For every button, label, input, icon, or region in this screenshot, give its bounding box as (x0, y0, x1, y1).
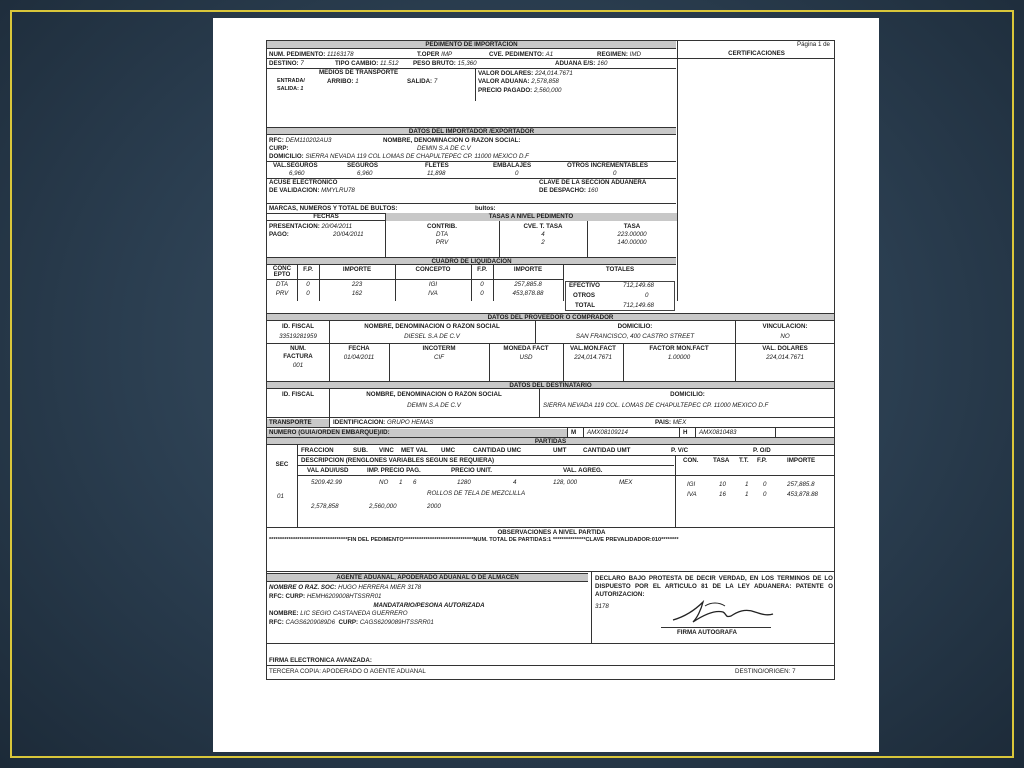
num-factura-value: 001 (292, 362, 304, 369)
peso-bruto-label: PESO BRUTO: (413, 60, 456, 67)
tasa-row-1-tasa: 223.00000 (617, 231, 647, 238)
prov-domicilio: SAN FRANCISCO, 400 CASTRO STREET (575, 333, 695, 340)
patente-value: 3178 (595, 603, 609, 610)
fletes-label: FLETES (425, 162, 449, 169)
liq-h-concepto2: CONCEPTO (415, 266, 451, 273)
tipo-cambio-value: 11.512 (380, 60, 399, 67)
col-line (775, 427, 776, 437)
presentacion-value: 20/04/2011 (321, 223, 353, 230)
acuse-label: ACUSE ELECTRONICO (269, 179, 338, 186)
efectivo-label: EFECTIVO (569, 282, 600, 289)
prov-nombre-label: NOMBRE, DENOMINACION O RAZON SOCIAL (364, 323, 500, 330)
rfc-label: RFC: (269, 137, 284, 144)
dest-domicilio-label: DOMICILIO: (670, 391, 705, 398)
entrada-value: 1 (300, 86, 304, 92)
liq-r2-c4: IVA (428, 290, 438, 297)
liq-r2-c5: 0 (480, 290, 484, 297)
incoterm-label: INCOTERM (422, 345, 456, 352)
mandatario-nombre: LIC SEGIO CASTANEDA GUERRERO (300, 610, 408, 617)
p-umc: 6 (413, 479, 417, 486)
row-line (297, 455, 834, 456)
prov-vinculacion-label: VINCULACION: (762, 323, 808, 330)
salida2-label: SALIDA: (407, 78, 433, 85)
factura-fecha: 01/04/2011 (343, 354, 375, 361)
row-line (267, 203, 676, 204)
prov-id-fiscal-label: ID. FISCAL (282, 323, 314, 330)
mandatario-curp-label: CURP: (338, 619, 359, 626)
h-label: H (683, 429, 688, 436)
signature-icon (667, 598, 777, 626)
pago-label: PAGO: (269, 231, 289, 238)
signature-line (661, 627, 771, 628)
liq-r1-c1: DTA (276, 281, 288, 288)
medios-transporte-title: MEDIOS DE TRANSPORTE (319, 69, 399, 76)
embalajes-value: 0 (515, 170, 519, 177)
destino-label: DESTINO: (269, 60, 299, 67)
certificaciones-title: CERTIFICACIONES (728, 50, 785, 57)
factor-value: 1.00000 (667, 354, 691, 361)
p-contrib-2-importe: 453,878.88 (787, 491, 818, 498)
h-met-val: MET VAL (401, 447, 428, 454)
h-imp-precio: IMP. PRECIO PAG. (367, 467, 421, 474)
total-value: 712,149.68 (623, 302, 654, 309)
domicilio-value: SIERRA NEVADA 119 COL LOMAS DE CHAPULTEPEC CP. 11000 MEXICO D.F (305, 153, 529, 160)
tasa-row-2-tasa: 140.00000 (617, 239, 647, 246)
t-oper-label: T.OPER (417, 51, 440, 58)
precio-pagado-label: PRECIO PAGADO: (478, 87, 533, 94)
p-contrib-2-tt: 1 (745, 491, 749, 498)
h-con: CON. (683, 457, 699, 464)
curp-label: CURP: (269, 145, 289, 152)
col-line (567, 427, 568, 437)
tasa-row-1-contrib: DTA (436, 231, 448, 238)
clave-seccion-label: CLAVE DE LA SECCION ADUANERA (539, 179, 647, 186)
p-umt: 4 (513, 479, 517, 486)
dest-domicilio: SIERRA NEVADA 119 COL. LOMAS DE CHAPULTEPEC CP. 11000 MEXICO D.F (543, 402, 769, 409)
num-pedimento-value: 11163178 (327, 51, 354, 58)
importador-nombre: DEMIN S.A DE C.V (417, 145, 471, 152)
row-line (297, 465, 674, 466)
prov-vinculacion: NO (780, 333, 790, 340)
liquidacion-section: CUADRO DE LIQUIDACION (267, 257, 676, 265)
tasas-header-cve: CVE. T. TASA (523, 223, 563, 230)
row-line (267, 643, 834, 644)
presentacion-label: PRESENTACION: (269, 223, 320, 230)
razon-social-label: NOMBRE, DENOMINACION O RAZON SOCIAL: (383, 137, 521, 144)
proveedor-section: DATOS DEL PROVEEDOR O COMPRADOR (267, 313, 834, 321)
fletes-value: 11,898 (427, 170, 446, 177)
tipo-cambio-label: TIPO CAMBIO: (335, 60, 379, 67)
num-factura-label-1: NUM. (290, 345, 306, 352)
observaciones-label: OBSERVACIONES A NIVEL PARTIDA (497, 529, 606, 536)
p-contrib-2-fp: 0 (763, 491, 767, 498)
liq-r1-c2: 0 (306, 281, 310, 288)
val-seguros-label: VAL.SEGUROS (273, 162, 318, 169)
mandatario-curp: CAGS6209089HTSSRR01 (359, 619, 434, 626)
h-precio-unit: PRECIO UNIT. (451, 467, 492, 474)
factura-fecha-label: FECHA (348, 345, 370, 352)
efectivo-value: 712,149.68 (623, 282, 654, 289)
regimen-value: IMD (629, 51, 642, 58)
otros-incrementables-value: 0 (613, 170, 617, 177)
p-contrib-2-con: IVA (687, 491, 697, 498)
liq-h-importe2: IMPORTE (513, 266, 543, 273)
dest-nombre: DEMIN S.A DE C.V (407, 402, 461, 409)
liq-r1-c5: 0 (480, 281, 484, 288)
liq-h-fp: F.P. (303, 266, 313, 273)
agente-nombre: HUGO HERRERA MIER 3178 (338, 584, 422, 591)
footer-destino: DESTINO/ORIGEN: 7 (735, 668, 796, 675)
acuse-value: MMYLRU78 (321, 187, 355, 194)
liq-h-totales: TOTALES (605, 266, 635, 273)
h-descripcion: DESCRIPCION (RENGLONES VARIABLES SEGUN SE REQUIERA) (301, 457, 495, 464)
form-sheet (266, 40, 835, 680)
sec-label: SEC (275, 461, 289, 468)
m-label: M (571, 429, 577, 436)
row-line (267, 343, 834, 344)
agente-rfc: HEMH6209008HTSSRR01 (306, 593, 382, 600)
h-tasa: TASA (713, 457, 730, 464)
liq-r1-c3: 223 (351, 281, 363, 288)
row-line (267, 58, 834, 59)
validacion-label: DE VALIDACION: (269, 187, 320, 194)
h-umc: UMC (441, 447, 456, 454)
importador-section: DATOS DEL IMPORTADOR /EXPORTADOR (267, 127, 676, 135)
h-importe: IMPORTE (787, 457, 816, 464)
valor-aduana-value: 2,578,858 (531, 78, 559, 85)
p-fraccion: 5209.42.99 (311, 479, 342, 486)
row-line (267, 279, 563, 280)
aduana-es-label: ADUANA E/S: (555, 60, 596, 67)
moneda-value: USD (519, 354, 533, 361)
arribo-value: 1 (355, 78, 359, 85)
partidas-section: PARTIDAS (267, 437, 834, 445)
fechas-title: FECHAS (313, 213, 339, 220)
agente-title: AGENTE ADUANAL, APODERADO ADUANAL O DE ALMACEN (267, 573, 588, 582)
tasa-row-2-cve: 2 (541, 239, 545, 246)
h-cantidad-umt: CANTIDAD UMT (583, 447, 631, 454)
h-pod: P. O/D (753, 447, 771, 454)
dest-id-fiscal-label: ID. FISCAL (282, 391, 314, 398)
seguros-value: 6,960 (357, 170, 373, 177)
arribo-label: ARRIBO: (327, 78, 354, 85)
val-mon-label: VAL.MON.FACT (570, 345, 616, 352)
p-sec: 01 (277, 493, 284, 500)
tasa-row-1-cve: 4 (541, 231, 545, 238)
h-vinc: VINC (379, 447, 394, 454)
liq-r1-c6: 257,885.8 (514, 281, 542, 288)
cve-pedimento-value: A1 (545, 51, 554, 58)
p-contrib-1-fp: 0 (763, 481, 767, 488)
pais-value: MEX (672, 419, 687, 426)
moneda-label: MONEDA FACT (503, 345, 549, 352)
aduana-es-value: 160 (597, 60, 608, 67)
h-value: AMX0810483 (699, 429, 737, 436)
p-cantidad-umt: 128, 000 (553, 479, 578, 486)
agente-rfc-label: RFC: CURP: (269, 593, 306, 600)
p-vinc: NO (379, 479, 389, 486)
liq-r1-c4: IGI (428, 281, 438, 288)
form-title: PEDIMENTO DE IMPORTACION (267, 41, 676, 49)
row-line (267, 665, 834, 666)
factor-label: FACTOR MON.FACT (649, 345, 709, 352)
liq-r2-c2: 0 (306, 290, 310, 297)
p-contrib-1-tt: 1 (745, 481, 749, 488)
identificacion-value: GRUPO HEMAS (386, 419, 434, 426)
row-line (297, 475, 834, 476)
otros-value: 0 (645, 292, 649, 299)
cve-pedimento-label: CVE. PEDIMENTO: (489, 51, 544, 58)
bultos-label: bultos: (475, 205, 496, 212)
tasas-title: TASAS A NIVEL PEDIMENTO (385, 213, 677, 221)
peso-bruto-value: 15,360 (457, 60, 477, 67)
valor-aduana-label: VALOR ADUANA: (478, 78, 530, 85)
col-line (679, 427, 680, 437)
document-page (213, 18, 879, 752)
liq-h-fp2: F.P. (477, 266, 487, 273)
p-precio-unit: 2000 (427, 503, 441, 510)
embalajes-label: EMBALAJES (493, 162, 532, 169)
col-line (329, 417, 330, 427)
liq-h-importe: IMPORTE (342, 266, 372, 273)
rfc-value: DEM110202AU3 (285, 137, 332, 144)
firma-electronica-label: FIRMA ELECTRONICA AVANZADA: (269, 657, 372, 664)
transporte-label: TRANSPORTE (267, 419, 329, 428)
pais-label: PAIS: (655, 419, 672, 426)
val-dolares-value: 224,014.7671 (766, 354, 804, 361)
mandatario-rfc: CAGS6209089D6 (285, 619, 336, 626)
despacho-label: DE DESPACHO: (539, 187, 586, 194)
dest-nombre-label: NOMBRE, DENOMINACION O RAZON SOCIAL (366, 391, 502, 398)
p-imp-precio: 2,560,000 (369, 503, 397, 510)
domicilio-label: DOMICILIO: (269, 153, 304, 160)
h-val-agreg: VAL. AGREG. (563, 467, 603, 474)
t-oper-value: IMP (441, 51, 453, 58)
row-line (267, 527, 834, 528)
salida2-value: 7 (433, 78, 438, 85)
p-cantidad-umc: 1280 (457, 479, 471, 486)
h-val-adu: VAL ADU/USD (307, 467, 349, 474)
col-line (695, 427, 696, 437)
h-sub: SUB. (353, 447, 368, 454)
destinatario-section: DATOS DEL DESTINATARIO (267, 381, 834, 389)
liq-r2-c3: 162 (351, 290, 363, 297)
declaro-text: DECLARO BAJO PROTESTA DE DECIR VERDAD, EN LOS TERMINOS DE LO DISPUESTO POR EL ARTICULO 81 DE LA LEY ADUANERA: PATENTE O AUTORIZACION: (595, 575, 833, 598)
p-descripcion: ROLLOS DE TELA DE MEZCLILLA (427, 490, 526, 497)
p-contrib-1-con: IGI (687, 481, 696, 488)
destino-value: 7 (300, 60, 304, 67)
salida-label: SALIDA: (277, 86, 299, 92)
valor-dolares-value: 224,014.7671 (534, 70, 573, 77)
h-tt: T.T. (739, 457, 749, 464)
precio-pagado-value: 2,560,000 (533, 87, 562, 94)
otros-incrementables-label: OTROS INCREMENTABLES (567, 162, 649, 169)
incoterm-value: CIF (434, 354, 444, 361)
num-factura-label-2: FACTURA (283, 353, 313, 360)
num-pedimento-label: NUM. PEDIMENTO: (269, 51, 326, 58)
p-contrib-1-importe: 257,885.8 (787, 481, 815, 488)
page-number: Página 1 de (796, 41, 830, 48)
val-dolares-label: VAL. DOLARES (762, 345, 808, 352)
seguros-label: SEGUROS (347, 162, 378, 169)
p-contrib-1-tasa: 10 (719, 481, 726, 488)
p-val-adu: 2,578,858 (311, 503, 339, 510)
h-cantidad-umc: CANTIDAD UMC (473, 447, 522, 454)
mandatario-rfc-label: RFC: (269, 619, 284, 626)
certificaciones-divider (677, 41, 678, 301)
clave-seccion-value: 160 (587, 187, 599, 194)
liq-r2-c1: PRV (275, 290, 289, 297)
row-line (267, 571, 834, 572)
liq-r2-c6: 453,878.88 (512, 290, 544, 297)
row-line (267, 427, 834, 428)
col-line (583, 427, 584, 437)
mandatario-title: MANDATARIO/PESONA AUTORIZADA (373, 602, 485, 609)
guia-label: NUMERO (GUIA/ORDEN EMBARQUE)/ID: (267, 429, 567, 438)
regimen-label: REGIMEN: (597, 51, 628, 58)
footer-copia: TERCERA COPIA: APODERADO O AGENTE ADUANAL (269, 668, 426, 675)
h-umt: UMT (553, 447, 567, 454)
h-pvc: P. V/C (671, 447, 689, 454)
prov-nombre: DIESEL S.A DE C.V (404, 333, 460, 340)
p-pvc: MEX (619, 479, 633, 486)
entrada-label: ENTRADA/ (277, 78, 305, 84)
mandatario-nombre-label: NOMBRE: (269, 610, 299, 617)
valor-dolares-label: VALOR DOLARES: (478, 70, 534, 77)
row-line (267, 417, 834, 418)
pago-value: 20/04/2011 (333, 231, 364, 238)
firma-autografa-label: FIRMA AUTOGRAFA (677, 629, 737, 636)
total-label: TOTAL (575, 302, 596, 309)
col-line (297, 445, 298, 527)
agente-nombre-label: NOMBRE O RAZ. SOC: (269, 584, 337, 591)
col-line (675, 455, 676, 527)
p-contrib-2-tasa: 16 (719, 491, 726, 498)
tasas-header-tasa: TASA (623, 223, 641, 230)
m-value: AMX08109214 (587, 429, 628, 436)
pedimento-form (266, 40, 835, 680)
val-seguros-value: 6,960 (289, 170, 305, 177)
col-line (591, 571, 592, 643)
identificacion-label: IDENTIFICACION: (333, 419, 386, 426)
h-fraccion: FRACCION (301, 447, 334, 454)
liq-h-concepto: CONC EPTO (272, 265, 292, 279)
val-mon-value: 224,014.7671 (574, 354, 612, 361)
fin-pedimento-line: ************************************FIN DEL PEDIMENTO********************************NUM. TOTAL DE PARTIDAS:1 ***************CLAVE PREVALIDADOR:010******** (269, 537, 679, 543)
prov-domicilio-label: DOMICILIO: (617, 323, 653, 330)
tasas-header-contrib: CONTRIB. (427, 223, 457, 230)
h-fp: F.P. (757, 457, 767, 464)
marcas-label: MARCAS, NUMEROS Y TOTAL DE BULTOS: (269, 205, 398, 212)
prov-id-fiscal: 33519281959 (279, 333, 317, 340)
tasa-row-2-contrib: PRV (435, 239, 449, 246)
otros-label: OTROS (573, 292, 596, 299)
col-line (475, 68, 476, 101)
p-met-val: 1 (399, 479, 403, 486)
